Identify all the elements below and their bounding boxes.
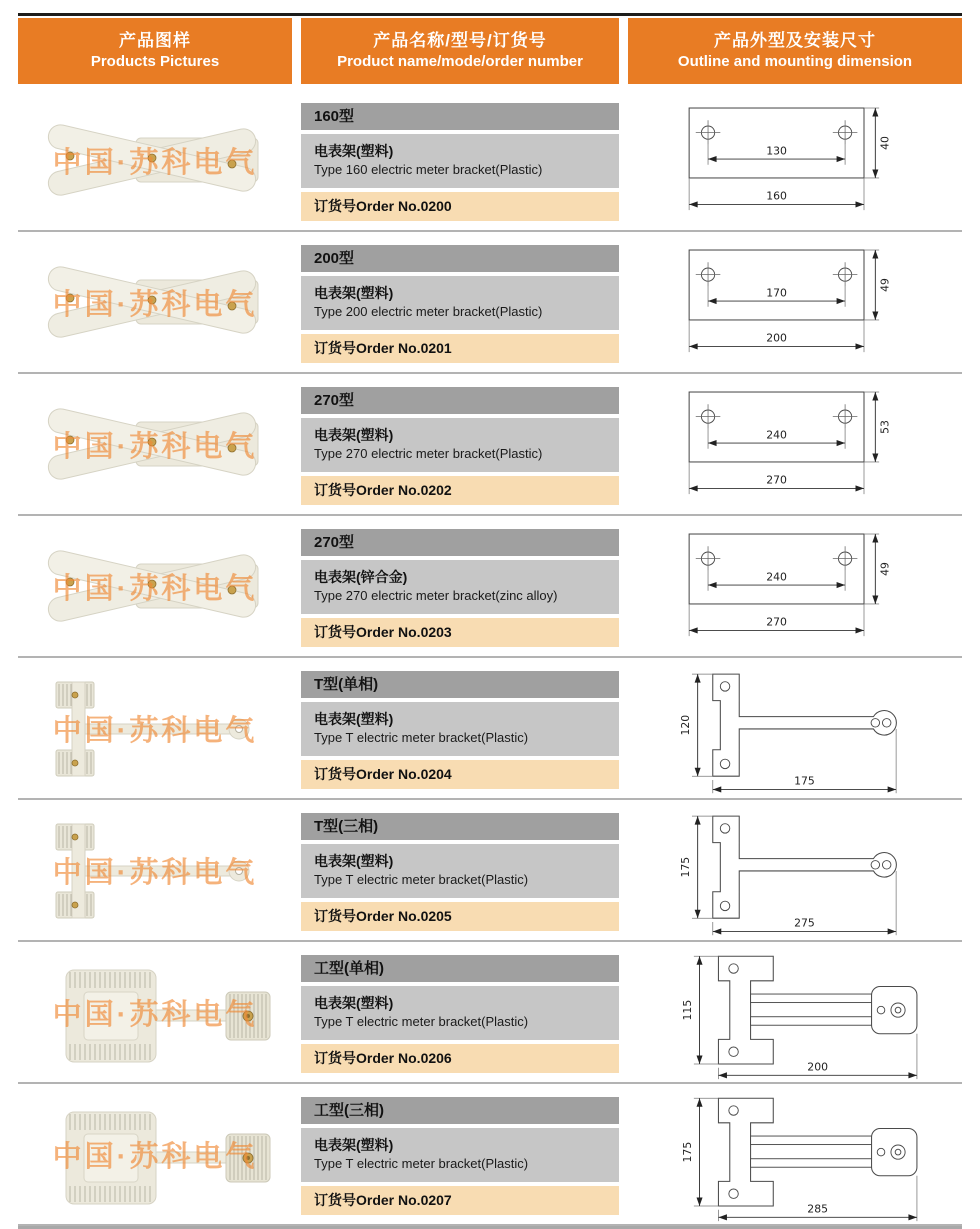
product-name-en: Type T electric meter bracket(Plastic) (314, 1156, 529, 1171)
product-photo-illustration (18, 236, 292, 368)
order-number: 订货号Order No.0207 (301, 1186, 619, 1215)
product-photo (18, 1088, 292, 1220)
product-info (301, 1093, 619, 1215)
svg-text:175: 175 (679, 856, 693, 878)
product-photo-illustration (18, 1088, 292, 1220)
product-name-zh: 电表架(塑料) (314, 427, 394, 443)
product-description (301, 702, 619, 756)
watermark-text: 中国·苏科电气 (52, 430, 258, 463)
order-number: 订货号Order No.0202 (301, 476, 619, 505)
watermark-text: 中国·苏科电气 (52, 998, 258, 1031)
header-name-en: Product name/mode/order number (337, 53, 583, 71)
svg-text:130: 130 (766, 144, 787, 158)
product-photo (18, 662, 292, 794)
svg-text:49: 49 (878, 278, 892, 292)
product-type-label: T型(单相) (301, 671, 619, 698)
product-name-zh: 电表架(塑料) (314, 853, 394, 869)
header-pictures-zh: 产品图样 (119, 31, 191, 51)
svg-text:285: 285 (807, 1202, 829, 1216)
product-photo (18, 378, 292, 510)
product-row (18, 90, 962, 232)
svg-text:270: 270 (766, 473, 787, 487)
svg-text:240: 240 (766, 570, 787, 584)
product-name-en: Type T electric meter bracket(Plastic) (314, 1014, 529, 1029)
order-number: 订货号Order No.0203 (301, 618, 619, 647)
svg-text:120: 120 (679, 714, 693, 736)
product-photo-illustration (18, 520, 292, 652)
svg-text:49: 49 (878, 562, 892, 576)
header-dimension-en: Outline and mounting dimension (677, 53, 913, 71)
product-row (18, 232, 962, 374)
svg-text:175: 175 (794, 774, 815, 788)
product-info (301, 951, 619, 1073)
product-name-zh: 电表架(塑料) (314, 1137, 394, 1153)
order-number: 订货号Order No.0206 (301, 1044, 619, 1073)
dimension-drawing (628, 375, 962, 513)
product-photo (18, 236, 292, 368)
svg-text:170: 170 (766, 286, 787, 300)
header-dimension-zh: 产品外型及安装尺寸 (714, 31, 876, 51)
product-type-label: 160型 (301, 103, 619, 130)
product-photo-illustration (18, 662, 292, 794)
product-name-en: Type 270 electric meter bracket(zinc alloy) (314, 588, 558, 603)
svg-text:160: 160 (766, 189, 787, 203)
watermark-text: 中国·苏科电气 (52, 1140, 258, 1173)
product-photo-illustration (18, 804, 292, 936)
product-name-en: Type 270 electric meter bracket(Plastic) (314, 446, 543, 461)
dimension-drawing-svg (628, 1085, 962, 1223)
product-info (301, 667, 619, 789)
product-info (301, 383, 619, 505)
dimension-drawing (628, 943, 962, 1081)
product-photo-illustration (18, 946, 292, 1078)
dimension-drawing-svg (628, 659, 962, 797)
product-info (301, 99, 619, 221)
dimension-drawing-svg (628, 517, 962, 655)
product-name-en: Type T electric meter bracket(Plastic) (314, 730, 529, 745)
product-type-label: 270型 (301, 529, 619, 556)
dimension-drawing (628, 91, 962, 229)
product-rows (18, 90, 962, 1226)
product-name-zh: 电表架(塑料) (314, 143, 394, 159)
dimension-drawing (628, 233, 962, 371)
product-description (301, 418, 619, 472)
dimension-drawing (628, 801, 962, 939)
svg-text:270: 270 (766, 615, 787, 629)
dimension-drawing (628, 659, 962, 797)
dimension-drawing (628, 517, 962, 655)
svg-text:200: 200 (766, 331, 787, 345)
order-number: 订货号Order No.0205 (301, 902, 619, 931)
svg-text:53: 53 (878, 420, 892, 434)
product-row (18, 374, 962, 516)
product-type-label: 工型(三相) (301, 1097, 619, 1124)
product-photo (18, 520, 292, 652)
product-description (301, 134, 619, 188)
header-name-zh: 产品名称/型号/订货号 (373, 31, 547, 51)
dimension-drawing-svg (628, 801, 962, 939)
product-description (301, 276, 619, 330)
product-photo (18, 946, 292, 1078)
product-info (301, 809, 619, 931)
header-col-name (301, 18, 619, 84)
order-number: 订货号Order No.0201 (301, 334, 619, 363)
watermark-text: 中国·苏科电气 (52, 856, 258, 889)
top-divider (18, 13, 962, 16)
product-name-en: Type T electric meter bracket(Plastic) (314, 872, 529, 887)
svg-text:175: 175 (681, 1141, 695, 1163)
watermark-text: 中国·苏科电气 (52, 146, 258, 179)
header-col-dimension (628, 18, 962, 84)
product-photo-illustration (18, 94, 292, 226)
product-row (18, 658, 962, 800)
product-name-zh: 电表架(塑料) (314, 285, 394, 301)
product-row (18, 1084, 962, 1226)
product-type-label: 工型(单相) (301, 955, 619, 982)
svg-text:200: 200 (807, 1060, 829, 1074)
product-name-en: Type 160 electric meter bracket(Plastic) (314, 162, 543, 177)
product-description (301, 1128, 619, 1182)
product-description (301, 844, 619, 898)
dimension-drawing (628, 1085, 962, 1223)
product-type-label: T型(三相) (301, 813, 619, 840)
svg-text:240: 240 (766, 428, 787, 442)
product-photo-illustration (18, 378, 292, 510)
dimension-drawing-svg (628, 943, 962, 1081)
watermark-text: 中国·苏科电气 (52, 572, 258, 605)
product-info (301, 241, 619, 363)
header-pictures-en: Products Pictures (90, 53, 220, 71)
product-type-label: 200型 (301, 245, 619, 272)
header-col-pictures (18, 18, 292, 84)
svg-text:275: 275 (794, 916, 815, 930)
product-row (18, 942, 962, 1084)
table-header (18, 18, 962, 84)
dimension-drawing-svg (628, 375, 962, 513)
order-number: 订货号Order No.0200 (301, 192, 619, 221)
product-description (301, 986, 619, 1040)
product-type-label: 270型 (301, 387, 619, 414)
svg-text:40: 40 (878, 136, 892, 150)
dimension-drawing-svg (628, 233, 962, 371)
product-name-zh: 电表架(塑料) (314, 995, 394, 1011)
product-name-zh: 电表架(锌合金) (314, 569, 408, 585)
product-name-zh: 电表架(塑料) (314, 711, 394, 727)
order-number: 订货号Order No.0204 (301, 760, 619, 789)
product-photo (18, 804, 292, 936)
product-row (18, 800, 962, 942)
dimension-drawing-svg (628, 91, 962, 229)
svg-text:115: 115 (681, 999, 695, 1021)
watermark-text: 中国·苏科电气 (52, 714, 258, 747)
product-info (301, 525, 619, 647)
product-row (18, 516, 962, 658)
product-description (301, 560, 619, 614)
product-photo (18, 94, 292, 226)
watermark-text: 中国·苏科电气 (52, 288, 258, 321)
product-name-en: Type 200 electric meter bracket(Plastic) (314, 304, 543, 319)
